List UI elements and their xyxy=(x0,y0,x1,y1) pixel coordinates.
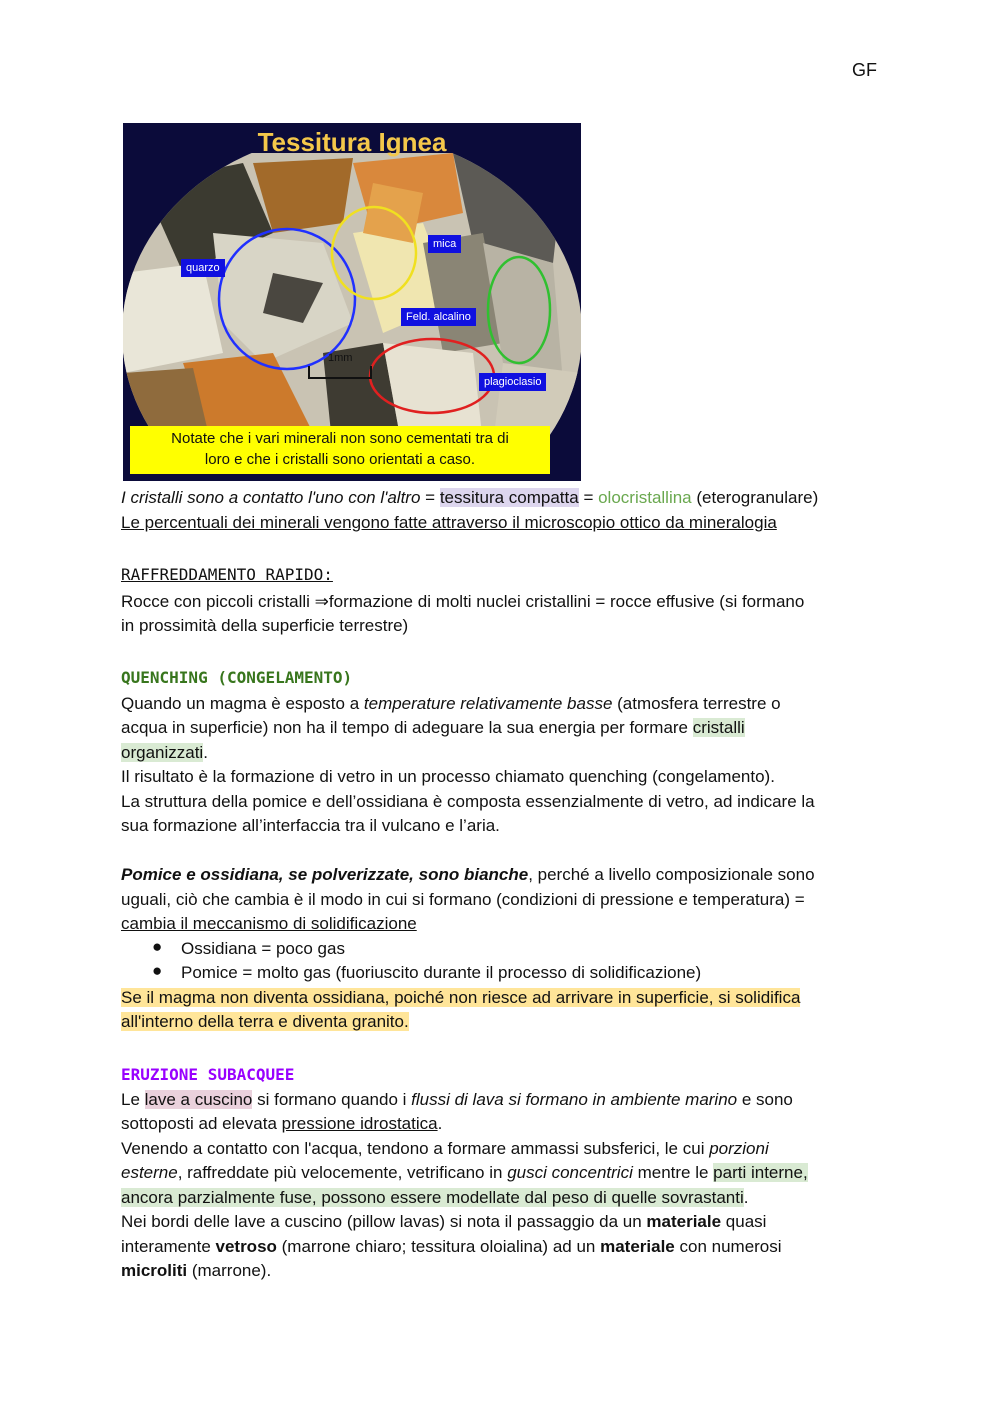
pomice-highlight-2: all'interno della terra e diventa granito. xyxy=(121,1012,409,1031)
eruz-line-5: ancora parzialmente fuse, possono essere modellate dal peso di quelle sovrastanti. xyxy=(121,1188,749,1207)
intro-line-2: Le percentuali dei minerali vengono fatte attraverso il microscopio ottico da mineralogia xyxy=(121,513,777,532)
caption-line-1: Notate che i vari minerali non sono cementati tra di xyxy=(171,430,509,447)
micrograph-figure xyxy=(123,123,581,481)
quench-line-6: sua formazione all’interfaccia tra il vulcano e l’aria. xyxy=(121,816,500,835)
quench-line-1: Quando un magma è esposto a temperature relativamente basse (atmosfera terrestre o xyxy=(121,694,781,713)
caption-line-2: loro e che i cristalli sono orientati a caso. xyxy=(204,451,476,468)
eruz-line-6: Nei bordi delle lave a cuscino (pillow lavas) si nota il passaggio da un materiale quasi xyxy=(121,1212,767,1231)
eruz-line-7: interamente vetroso (marrone chiaro; tessitura oloialina) ad un materiale con numerosi xyxy=(121,1237,782,1256)
quench-line-4: Il risultato è la formazione di vetro in un processo chiamato quenching (congelamento). xyxy=(121,767,775,786)
label-mica: mica xyxy=(428,235,461,253)
quench-line-3: organizzati. xyxy=(121,743,208,762)
eruz-line-4: esterne, raffreddate più velocemente, vetrificano in gusci concentrici mentre le parti interne, xyxy=(121,1163,808,1182)
quench-line-2: acqua in superficie) non ha il tempo di adeguare la sua energia per formare cristalli xyxy=(121,718,745,737)
eruz-line-2: sottoposti ad elevata pressione idrostatica. xyxy=(121,1114,443,1133)
pomice-line-2: uguali, ciò che cambia è il modo in cui si formano (condizioni di pressione e temperatura) = xyxy=(121,890,805,909)
eruz-line-1: Le lave a cuscino si formano quando i flussi di lava si formano in ambiente marino e sono xyxy=(121,1090,793,1109)
page-initials: GF xyxy=(852,60,877,80)
raff-line-2: in prossimità della superficie terrestre) xyxy=(121,616,409,635)
eruz-line-8: microliti (marrone). xyxy=(121,1261,272,1280)
eruz-line-3: Venendo a contatto con l'acqua, tendono a formare ammassi subsferici, le cui porzioni xyxy=(121,1139,769,1158)
heading-quenching: QUENCHING (CONGELAMENTO) xyxy=(121,668,353,687)
raff-line-1: Rocce con piccoli cristalli ⇒formazione di molti nuclei cristallini = rocce effusive (si formano xyxy=(121,592,805,611)
bullet-dot: ● xyxy=(152,961,163,980)
figure-caption xyxy=(130,426,550,474)
label-quarzo: quarzo xyxy=(181,259,225,277)
intro-line-1: I cristalli sono a contatto l'uno con l'altro = tessitura compatta = olocristallina (eterogranulare) xyxy=(121,488,819,507)
pomice-line-1: Pomice e ossidiana, se polverizzate, sono bianche, perché a livello composizionale sono xyxy=(121,865,815,884)
bullet-pomice: Pomice = molto gas (fuoriuscito durante il processo di solidificazione) xyxy=(181,963,702,982)
heading-raffreddamento: RAFFREDDAMENTO RAPIDO: xyxy=(121,565,333,584)
bullet-ossidiana: Ossidiana = poco gas xyxy=(181,939,345,958)
pomice-line-3: cambia il meccanismo di solidificazione xyxy=(121,914,417,933)
label-plagioclasio: plagioclasio xyxy=(479,373,546,391)
quench-line-5: La struttura della pomice e dell’ossidiana è composta essenzialmente di vetro, ad indicare la xyxy=(121,792,815,811)
figure-title: Tessitura Ignea xyxy=(257,127,447,157)
scale-label: 1mm xyxy=(328,352,353,364)
label-feld-alcalino: Feld. alcalino xyxy=(401,308,476,326)
pomice-highlight-1: Se il magma non diventa ossidiana, poiché non riesce ad arrivare in superficie, si solidifica xyxy=(121,988,801,1007)
heading-eruzione: ERUZIONE SUBACQUEE xyxy=(121,1065,295,1084)
bullet-dot: ● xyxy=(152,937,163,956)
